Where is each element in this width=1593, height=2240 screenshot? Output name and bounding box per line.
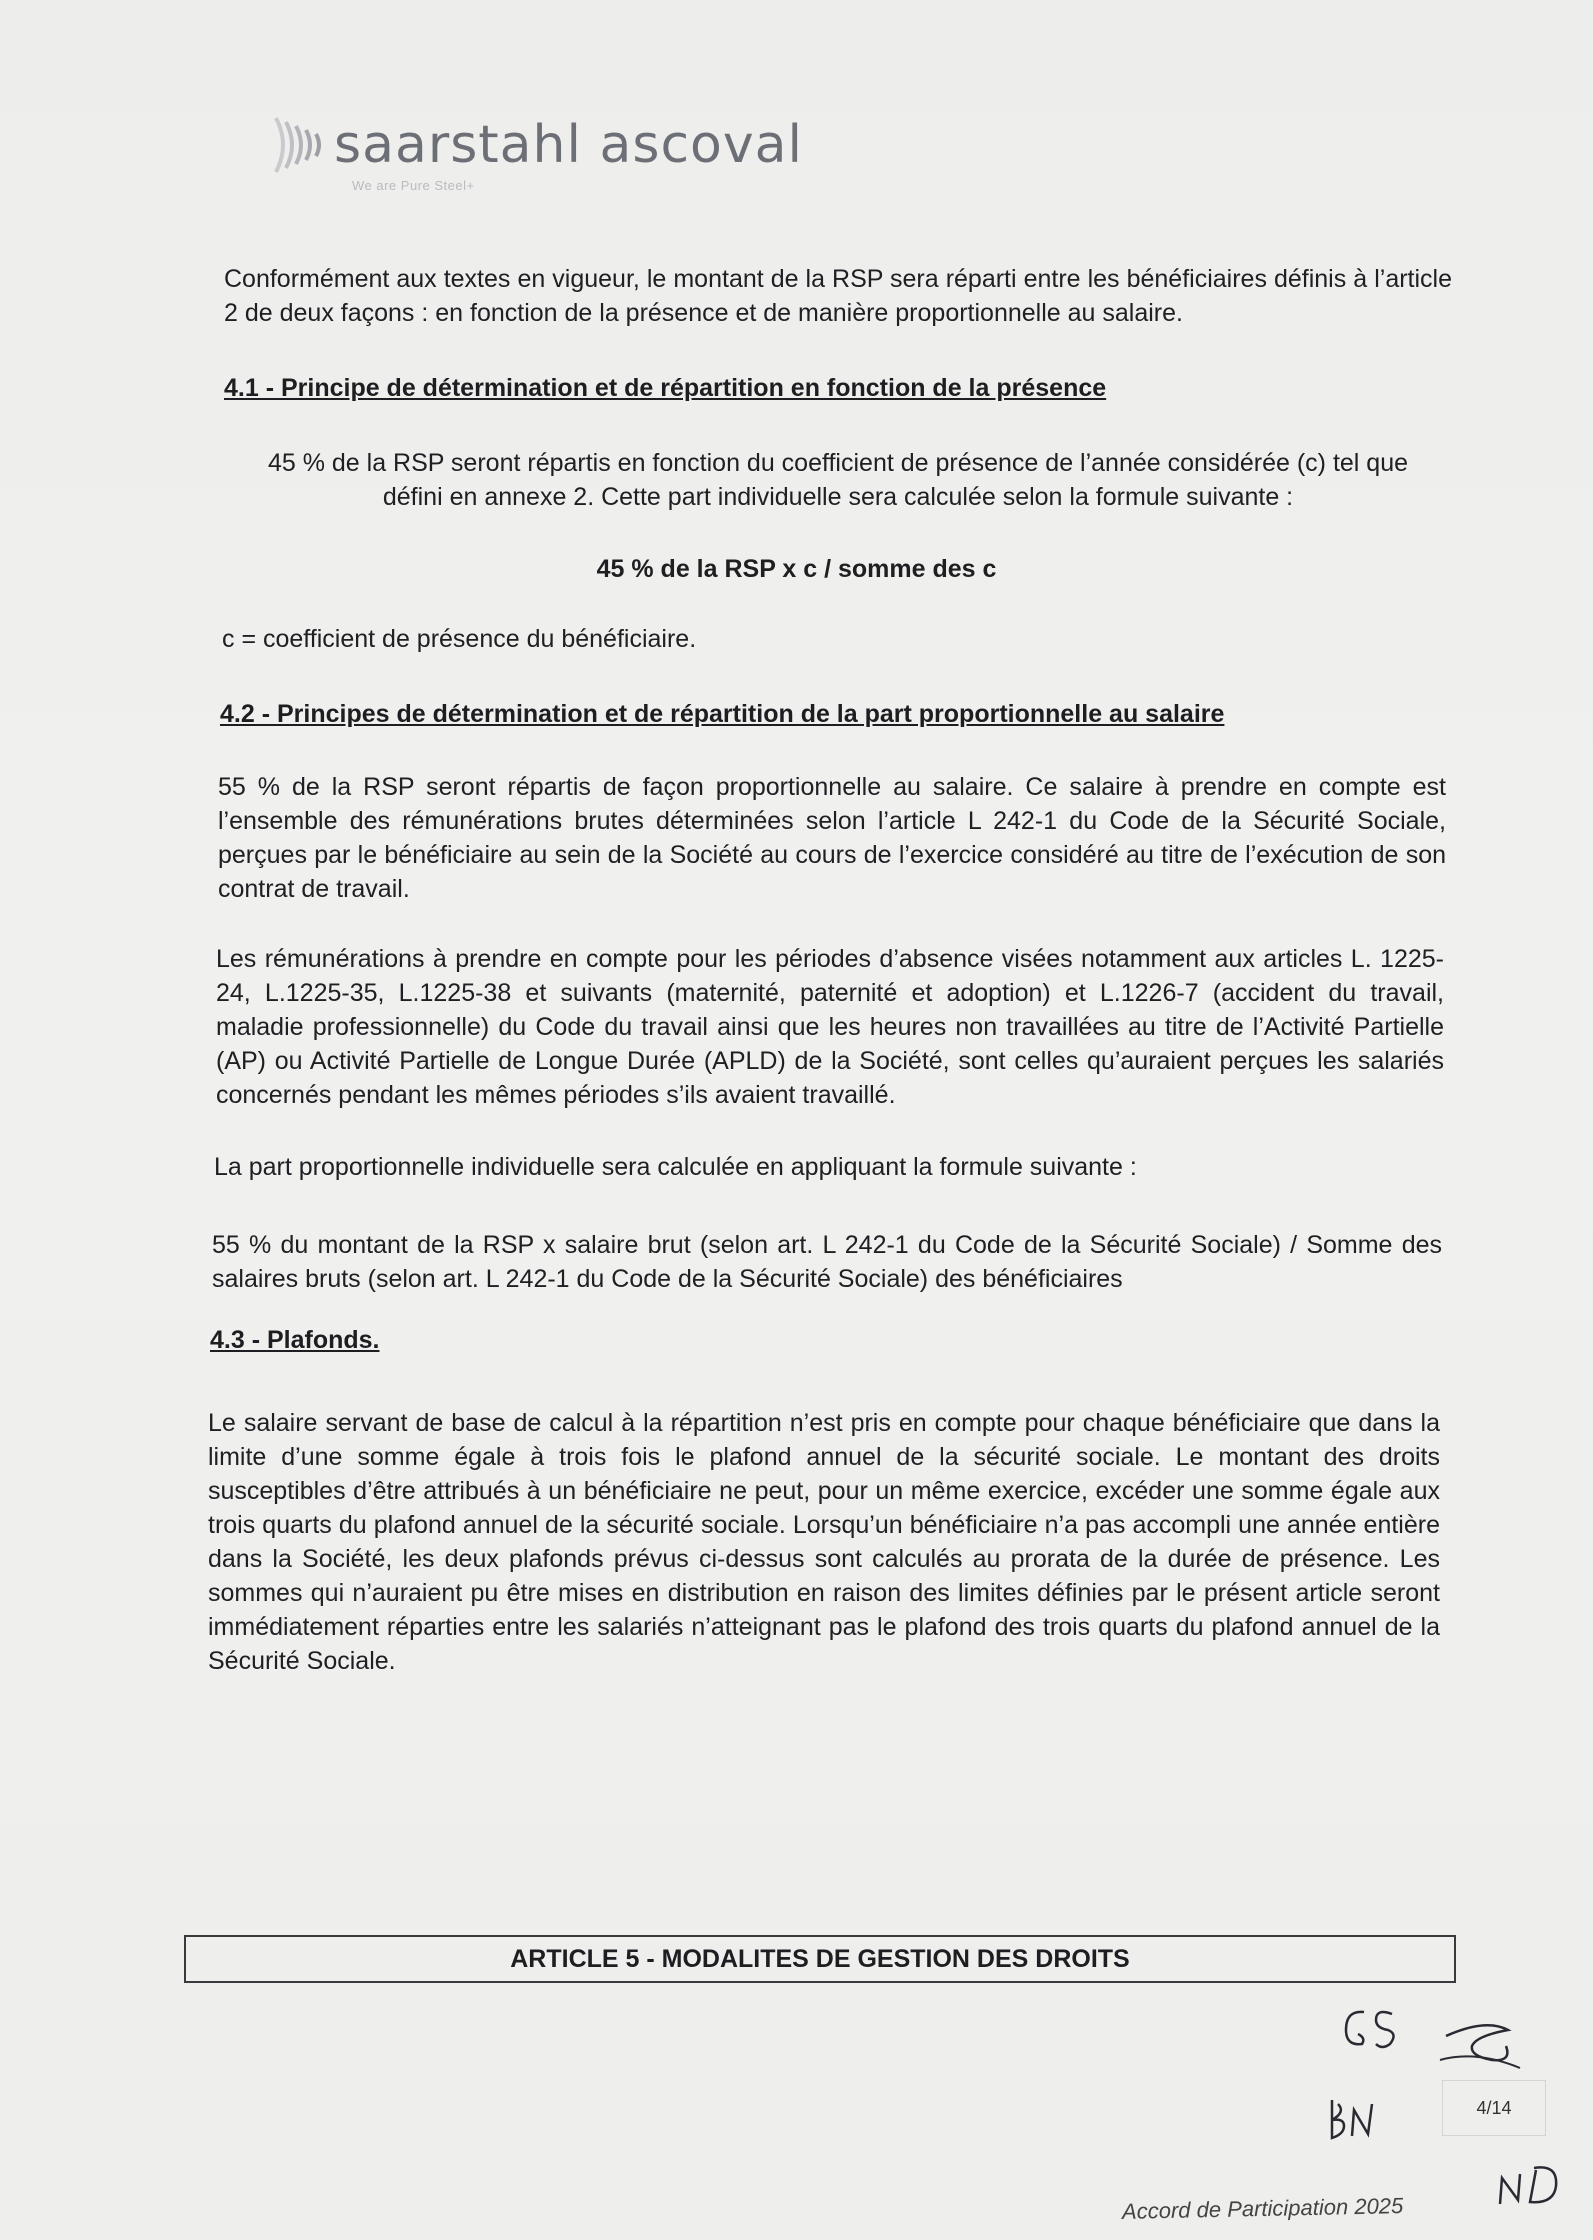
article-5-title: ARTICLE 5 - MODALITES DE GESTION DES DROITS <box>510 1944 1130 1973</box>
section-4-1-text: 45 % de la RSP seront répartis en fonction du coefficient de présence de l’année considérée (c) tel que défini en annexe 2. Cette part individuelle sera calculée selon la formule suivante : <box>267 449 1409 511</box>
section-4-2-para-2: Les rémunérations à prendre en compte pour les périodes d’absence visées notamment aux articles L. 1225-24, L.1225-35, L.1225-38 et suivants (maternité, paternité et adoption) et L.1226-7 (accident du travail, maladie professionnelle) du Code du travail ainsi que les heures non travaillées au titre de l’Activité Partielle (AP) ou Activité Partielle de Longue Durée (APLD) de la Société, sont celles qu’auraient perçues les salariés concernés pendant les mêmes périodes s’ils avaient travaillé. <box>216 945 1444 1109</box>
handwritten-initials-nd <box>1494 2158 1566 2214</box>
handwritten-initials-bn <box>1324 2092 1384 2152</box>
section-4-1-heading: 4.1 - Principe de détermination et de répartition en fonction de la présence <box>224 374 1107 402</box>
logo-waves-icon <box>272 110 328 180</box>
section-4-3-heading: 4.3 - Plafonds. <box>210 1326 380 1354</box>
company-name: saarstahl ascoval <box>334 115 803 175</box>
coefficient-definition: c = coefficient de présence du bénéficiaire. <box>222 625 697 653</box>
company-logo <box>272 110 803 180</box>
section-4-2-formula: 55 % du montant de la RSP x salaire brut (selon art. L 242-1 du Code de la Sécurité Sociale) / Somme des salaires bruts (selon art. L 242-1 du Code de la Sécurité Sociale) des bénéficiaires <box>212 1231 1442 1293</box>
section-4-3-text: Le salaire servant de base de calcul à la répartition n’est pris en compte pour chaque bénéficiaire que dans la limite d’une somme égale à trois fois le plafond annuel de la sécurité sociale. Le montant des droits susceptibles d’être attribués à un bénéficiaire ne peut, pour un même exercice, excéder une somme égale aux trois quarts du plafond annuel de la sécurité sociale. Lorsqu’un bénéficiaire n’a pas accompli une année entière dans la Société, les deux plafonds prévus ci-dessus sont calculés au prorata de la durée de présence. Les sommes qui n’auraient pu être mises en distribution en raison des limites définies par le présent article seront immédiatement réparties entre les salariés n’atteignant pas le plafond des trois quarts du plafond annuel de la Sécurité Sociale. <box>208 1409 1440 1675</box>
section-4-2-para-1: 55 % de la RSP seront répartis de façon proportionnelle au salaire. Ce salaire à prendre en compte est l’ensemble des rémunérations brutes déterminées selon l’article L 242-1 du Code de la Sécurité Sociale, perçues par le bénéficiaire au sein de la Société au cours de l’exercice considéré au titre de l’exécution de son contrat de travail. <box>218 773 1446 903</box>
section-4-2-heading: 4.2 - Principes de détermination et de répartition de la part proportionnelle au salaire <box>220 700 1225 728</box>
article-5-title-box <box>184 1935 1456 1983</box>
section-4-2-para-3: La part proportionnelle individuelle sera calculée en appliquant la formule suivante : <box>214 1153 1137 1181</box>
presence-formula: 45 % de la RSP x c / somme des c <box>596 555 997 583</box>
company-tagline: We are Pure Steel+ <box>352 178 475 193</box>
intro-paragraph: Conformément aux textes en vigueur, le montant de la RSP sera réparti entre les bénéficiaires définis à l’article 2 de deux façons : en fonction de la présence et de manière proportionnelle au salaire. <box>224 265 1452 327</box>
handwritten-initials-gs <box>1336 2000 1406 2060</box>
page-number-box <box>1442 2080 1546 2136</box>
page-number: 4/14 <box>1476 2097 1512 2118</box>
handwritten-signature <box>1436 2016 1526 2076</box>
document-footer: Accord de Participation 2025 <box>1121 2193 1404 2224</box>
